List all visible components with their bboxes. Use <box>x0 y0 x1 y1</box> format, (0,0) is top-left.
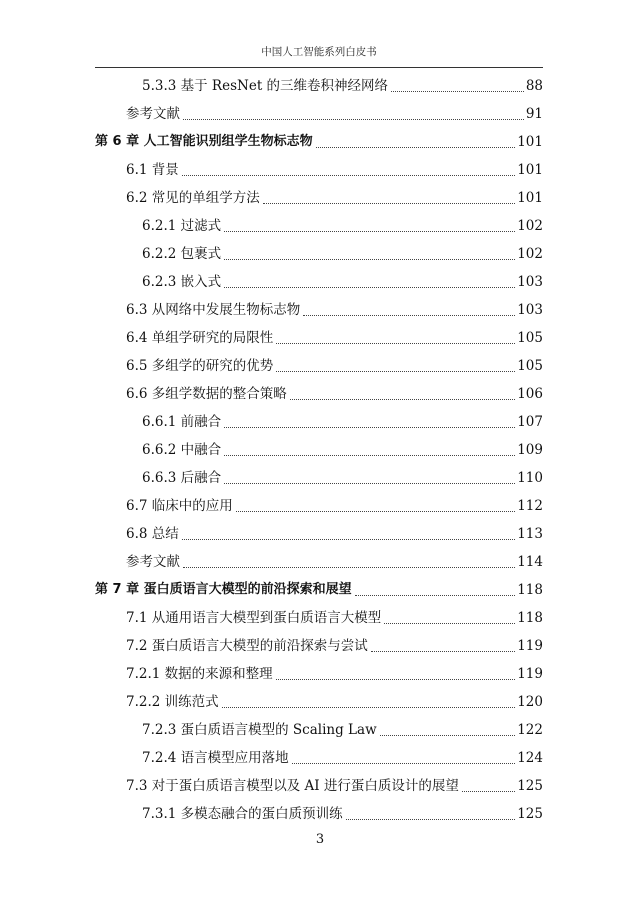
toc-entry-page: 101 <box>517 162 543 178</box>
toc-entry[interactable] <box>126 156 543 184</box>
dot-leader <box>355 595 516 596</box>
dot-leader <box>303 315 515 316</box>
toc-entry-page: 118 <box>517 610 543 626</box>
toc-entry-page: 106 <box>517 386 543 402</box>
dot-leader <box>371 651 515 652</box>
toc-entry[interactable] <box>126 100 543 128</box>
toc-entry-label: 参考文献 <box>126 554 180 570</box>
dot-leader <box>462 791 515 792</box>
toc-entry-page: 109 <box>517 442 543 458</box>
dot-leader <box>224 483 515 484</box>
toc-entry-page: 112 <box>517 498 543 514</box>
toc-entry[interactable] <box>142 240 543 268</box>
toc-entry[interactable] <box>126 352 543 380</box>
toc-entry[interactable] <box>126 184 543 212</box>
toc-entry-page: 101 <box>517 190 543 206</box>
toc-entry-label: 7.2.3 蛋白质语言模型的 Scaling Law <box>142 722 377 738</box>
dot-leader <box>224 231 515 232</box>
toc-entry-page: 107 <box>517 414 543 430</box>
dot-leader <box>224 427 515 428</box>
toc-entry-label: 6.2.1 过滤式 <box>142 218 222 234</box>
toc-entry-label: 6.8 总结 <box>126 526 179 542</box>
toc-entry-label: 6.4 单组学研究的局限性 <box>126 330 274 346</box>
toc-entry[interactable] <box>142 212 543 240</box>
toc-entry[interactable] <box>126 772 543 800</box>
toc-entry-page: 119 <box>517 666 543 682</box>
toc-entry-label: 6.2.2 包裹式 <box>142 246 222 262</box>
dot-leader <box>182 175 515 176</box>
toc-entry[interactable] <box>126 548 543 576</box>
toc-entry[interactable] <box>126 688 543 716</box>
dot-leader <box>316 147 516 148</box>
dot-leader <box>346 819 516 820</box>
toc-entry-label: 6.6.2 中融合 <box>142 442 222 458</box>
toc-entry-label: 5.3.3 基于 ResNet 的三维卷积神经网络 <box>142 78 389 94</box>
toc-entry[interactable] <box>126 324 543 352</box>
dot-leader <box>182 539 515 540</box>
dot-leader <box>276 343 515 344</box>
dot-leader <box>384 623 515 624</box>
dot-leader <box>224 259 515 260</box>
toc-entry[interactable] <box>126 380 543 408</box>
toc-entry-page: 105 <box>517 330 543 346</box>
toc-chapter-entry[interactable] <box>95 576 543 604</box>
toc-entry[interactable] <box>142 268 543 296</box>
toc-entry-label: 7.2.4 语言模型应用落地 <box>142 750 289 766</box>
dot-leader <box>276 371 515 372</box>
toc-entry[interactable] <box>142 744 543 772</box>
toc-entry[interactable] <box>126 492 543 520</box>
toc-entry[interactable] <box>126 520 543 548</box>
toc-entry-page: 91 <box>525 106 543 122</box>
dot-leader <box>224 287 515 288</box>
toc-entry[interactable] <box>142 72 543 100</box>
toc-entry-label: 7.2 蛋白质语言大模型的前沿探索与尝试 <box>126 638 368 654</box>
toc-entry-page: 102 <box>517 246 543 262</box>
toc-entry-label: 6.5 多组学的研究的优势 <box>126 358 274 374</box>
toc-entry-page: 113 <box>517 526 543 542</box>
toc-entry-page: 105 <box>517 358 543 374</box>
dot-leader <box>236 511 515 512</box>
toc-entry-page: 118 <box>517 582 543 598</box>
toc-entry-label: 7.2.2 训练范式 <box>126 694 219 710</box>
dot-leader <box>263 203 515 204</box>
toc-entry-page: 102 <box>517 218 543 234</box>
toc-entry[interactable] <box>142 800 543 828</box>
toc-entry-page: 103 <box>517 274 543 290</box>
dot-leader <box>292 763 516 764</box>
toc-entry-page: 125 <box>517 778 543 794</box>
toc-entry-page: 110 <box>517 470 543 486</box>
toc-entry-label: 7.2.1 数据的来源和整理 <box>126 666 273 682</box>
toc-entry-label: 6.2.3 嵌入式 <box>142 274 222 290</box>
toc-entry[interactable] <box>142 436 543 464</box>
dot-leader <box>391 91 524 92</box>
dot-leader <box>290 399 515 400</box>
header-rule <box>95 67 543 68</box>
page-number: 3 <box>315 832 325 847</box>
running-header: 中国人工智能系列白皮书 <box>261 46 377 58</box>
toc-entry-label: 6.6.1 前融合 <box>142 414 222 430</box>
toc-entry-page: 119 <box>517 638 543 654</box>
dot-leader <box>183 119 524 120</box>
toc-entry-label: 6.1 背景 <box>126 162 179 178</box>
toc-entry[interactable] <box>126 296 543 324</box>
toc-entry-page: 124 <box>517 750 543 766</box>
toc-entry-page: 114 <box>517 554 543 570</box>
toc-entry[interactable] <box>126 632 543 660</box>
toc-entry-label: 7.1 从通用语言大模型到蛋白质语言大模型 <box>126 610 382 626</box>
toc-entry-page: 122 <box>517 722 543 738</box>
toc-entry-label: 6.6 多组学数据的整合策略 <box>126 386 287 402</box>
toc-entry-page: 120 <box>517 694 543 710</box>
toc-entry-page: 88 <box>525 78 543 94</box>
toc-entry-label: 6.7 临床中的应用 <box>126 498 233 514</box>
toc-entry[interactable] <box>142 408 543 436</box>
toc-entry-label: 参考文献 <box>126 106 180 122</box>
toc-entry-label: 6.6.3 后融合 <box>142 470 222 486</box>
dot-leader <box>183 567 515 568</box>
dot-leader <box>380 735 516 736</box>
dot-leader <box>222 707 516 708</box>
toc-entry-label: 7.3 对于蛋白质语言模型以及 AI 进行蛋白质设计的展望 <box>126 778 459 794</box>
toc-entry-label: 7.3.1 多模态融合的蛋白质预训练 <box>142 806 343 822</box>
toc-entry-page: 101 <box>517 134 543 150</box>
toc-entry-label: 第 7 章 蛋白质语言大模型的前沿探索和展望 <box>95 582 352 597</box>
toc-entry[interactable] <box>142 716 543 744</box>
toc-entry-label: 第 6 章 人工智能识别组学生物标志物 <box>95 134 313 149</box>
toc-entry-label: 6.2 常见的单组学方法 <box>126 190 260 206</box>
toc-entry[interactable] <box>126 604 543 632</box>
toc-entry-page: 125 <box>517 806 543 822</box>
toc-entry-page: 103 <box>517 302 543 318</box>
toc-entry[interactable] <box>126 660 543 688</box>
toc-entry[interactable] <box>142 464 543 492</box>
toc-entry-label: 6.3 从网络中发展生物标志物 <box>126 302 301 318</box>
toc-chapter-entry[interactable] <box>95 128 543 156</box>
dot-leader <box>224 455 515 456</box>
dot-leader <box>276 679 516 680</box>
